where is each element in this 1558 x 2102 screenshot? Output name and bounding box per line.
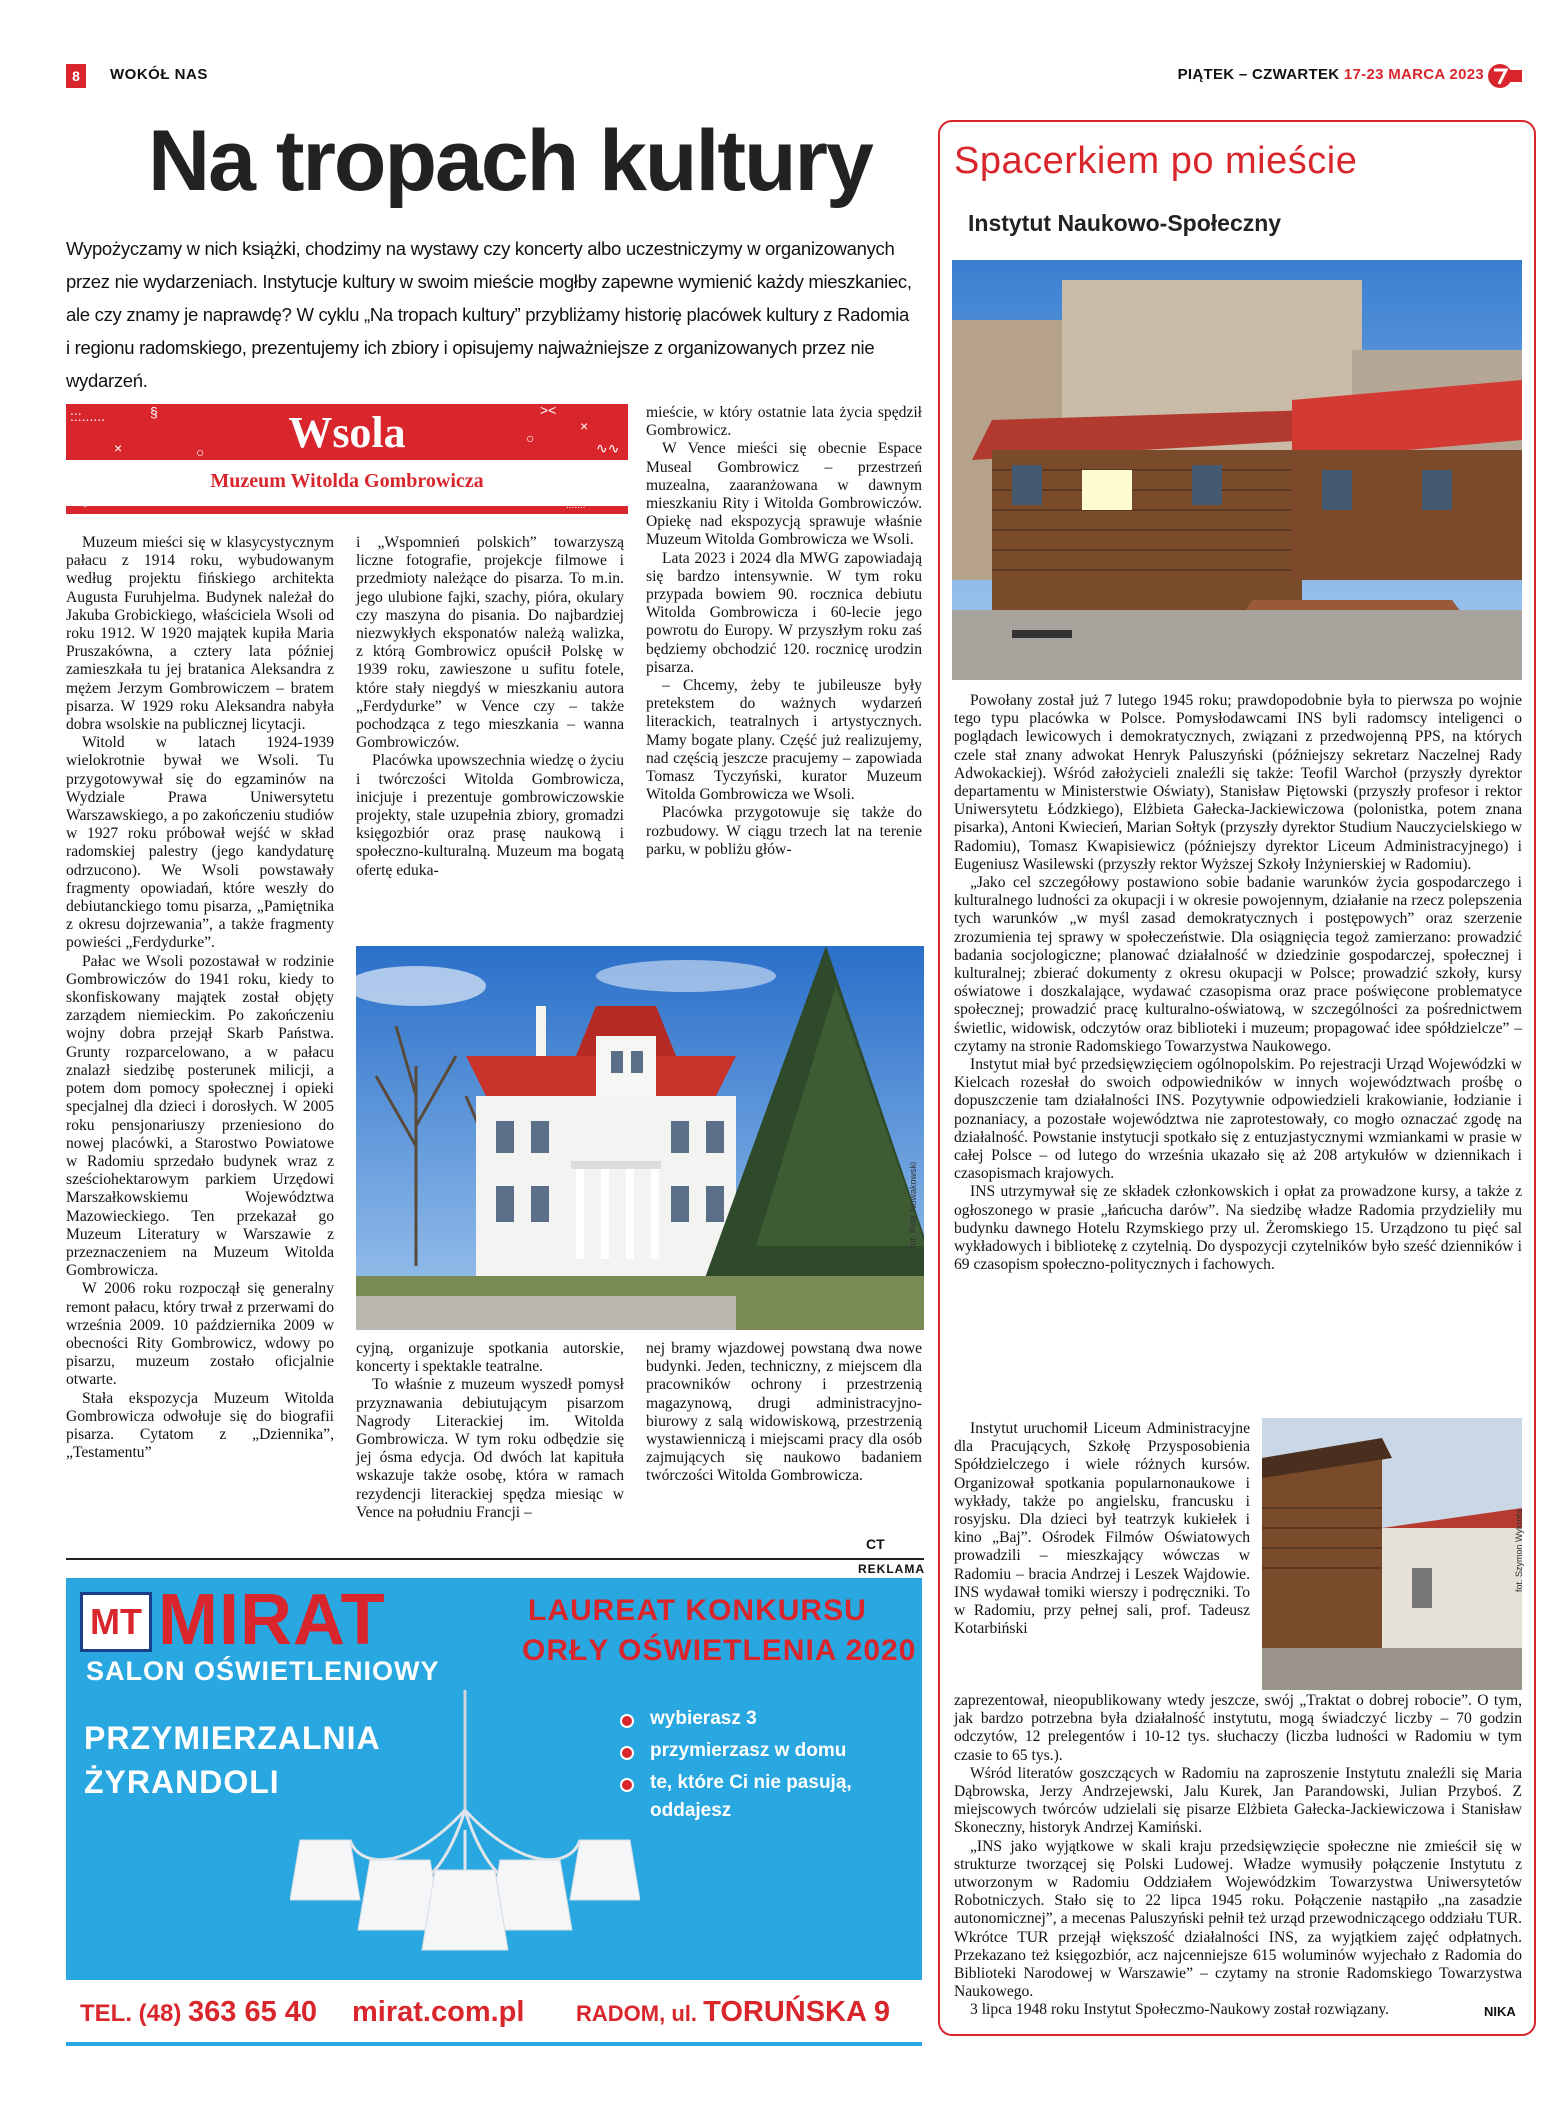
banner-decoration: § <box>150 404 158 420</box>
paragraph: W Vence mieści się obecnie Espace Museal Gombrowicz – przestrzeń muzealna, zaaranżowana w dawnym mieszkaniu Rity i Witolda Gombrowiczów. Opiekę nad ekspozycją sprawuje właśnie Muzeum Witolda Gombrowicza we Wsoli. <box>646 440 922 549</box>
institute-building-photo <box>952 260 1522 680</box>
photo-credit: fot. Szymon Wykrota <box>1514 1509 1524 1592</box>
ad-label: REKLAMA <box>858 1562 925 1576</box>
page-number: 8 <box>66 64 86 88</box>
mirat-logo-letters: MT <box>90 1601 142 1642</box>
banner-subtitle: Muzeum Witolda Gombrowicza <box>210 470 484 492</box>
ad-award-line-2: ORŁY OŚWIETLENIA 2020 <box>522 1634 917 1667</box>
ad-headline-1: PRZYMIERZALNIA <box>84 1720 381 1756</box>
ad-bullet: wybierasz 3 <box>650 1708 757 1729</box>
paragraph: Placówka upowszechnia wiedzę o życiu i twórczości Witolda Gombrowicza, inicjuje i prezentuje gombrowiczowskie projekty, stale uzupełnia zbiory, gromadzi księgozbiór oraz prasę naukową i społeczno-kulturalną. Muzeum ma bogatą ofertę eduka- <box>356 752 624 879</box>
paragraph: – Chcemy, żeby te jubileusze były pretekstem do ważnych wydarzeń literackich, teatralnych i artystycznych. Mamy bogate plany. Część już realizujemy, nad częścią jeszcze pracujemy – zapowiada Tomasz Tyczyński, kurator Muzeum Witolda Gombrowicza we Wsoli. <box>646 677 922 804</box>
paragraph: zaprezentował, nieopublikowany wtedy jeszcze, swój „Traktat o dobrej robocie”. O tym, jak bardzo potrzebna była działalność instytutu, mogą świadczyć liczby – 70 godzin odczytów, 12 prelegentów i 10-12 tys. słuchaczy (liczba ludności w Radomiu w tym czasie to 65 tys.). <box>954 1692 1522 1764</box>
paragraph: mieście, w który ostatnie lata życia spędził Gombrowicz. <box>646 404 922 440</box>
sidebar-title: Spacerkiem po mieście <box>954 140 1358 182</box>
paragraph: Stała ekspozycja Muzeum Witolda Gombrowicza odwołuje się do biografii pisarza. Cytatom z „Dziennika”, „Testamentu” <box>66 1389 334 1462</box>
sidebar-text-full <box>954 692 1522 1275</box>
paragraph: Pałac we Wsoli pozostawał w rodzinie Gombrowiczów do 1941 roku, kiedy to skonfiskowany majątek został objęty zarządem niemieckim. Po zakończeniu wojny dobra przejął Skarb Państwa. Grunty rozparcelowano, a w pałacu znalazł siedzibę posterunek milicji, a potem dom pomocy społecznej i opieki specjalnej dla dzieci i dorosłych. W 2005 roku pensjonariuszy przeniesiono do nowej placówki, a Starostwo Powiatowe w Radomiu sprzedało budynek wraz z sześciohektarowym parkiem Urzędowi Marszałkowskiemu Województwa Mazowieckiego. Ten przekazał go Muzeum Literatury w Warszawie z przeznaczeniem na Muzeum Witolda Gombrowicza. <box>66 952 334 1280</box>
paragraph: W 2006 roku rozpoczął się generalny remont pałacu, który trwał z przerwami do września 2009. 10 października 2009 w obecności Rity Gombrowicz, wdowy po pisarzu, muzeum zostało oficjalnie otwarte. <box>66 1280 334 1389</box>
ad-brand: MIRAT <box>158 1580 386 1660</box>
ad-website-link[interactable]: mirat.com.pl <box>352 1996 525 2028</box>
issue-date-range: 17-23 MARCA 2023 <box>1343 66 1484 83</box>
sidebar-text-narrow <box>954 1420 1250 1638</box>
paragraph: INS utrzymywał się ze składek członkowskich i opłat za prowadzone kursy, a także z ogłoszonego w prasie „łańcucha darów”. Na siedzibę władze Radomia przydzieliły mu budynku dawnego Hotelu Rzymskiego przy ul. Żeromskiego 15. Urządzono tu pięć sal wykładowych i bibliotekę z czytelnią. Do dyspozycji czytelników było sześć dzienników i 69 czasopism społeczno-politycznych i fachowych. <box>954 1183 1522 1274</box>
column-2-bottom <box>356 1340 624 1522</box>
column-2-top <box>356 534 624 880</box>
paragraph: 3 lipca 1948 roku Instytut Społeczmo-Naukowy został rozwiązany. <box>970 2001 1390 2019</box>
photo-credit: fot. Piotr Nowakowski <box>908 1161 918 1248</box>
sidebar-subtitle: Instytut Naukowo-Społeczny <box>968 210 1282 236</box>
paragraph: i „Wspomnień polskich” towarzyszą liczne fotografie, projekcje filmowe i przedmioty należące do pisarza. To m.in. jego ulubione fajki, szachy, pióra, okulary czy maszyna do pisania. Do najbardziej niezwykłych eksponatów należą walizka, z którą Gombrowicz opuścił Polskę w 1939 roku, zawieszone u sufitu fotele, które stały niegdyś w mieszkaniu autora „Ferdydurke” w Vence czy – także pochodząca z tego mieszkania – wanna Gombrowiczów. <box>356 534 624 752</box>
ad-bullet: przymierzasz w domu <box>650 1740 847 1761</box>
banner-title: Wsola <box>288 408 406 457</box>
paragraph: cyjną, organizuje spotkania autorskie, koncerty i spektakle teatralne. <box>356 1340 624 1376</box>
banner-decoration: × <box>580 418 589 434</box>
banner-underline <box>66 506 628 514</box>
sidebar-signature: NIKA <box>1484 2004 1516 2019</box>
issue-days: PIĄTEK – CZWARTEK <box>1177 66 1340 83</box>
ad-phone-prefix: TEL. (48) <box>80 2000 182 2027</box>
column-1 <box>66 534 334 1462</box>
ad-award-line-1: LAUREAT KONKURSU <box>528 1594 867 1627</box>
mirat-logo <box>80 1592 152 1652</box>
paragraph: Placówka przygotowuje się także do rozbudowy. W ciągu trzech lat na terenie parku, w pobliżu głów- <box>646 804 922 858</box>
ad-phone <box>80 1996 317 2029</box>
paragraph: „INS jako wyjątkowe w skali kraju przedsięwzięcie społeczne nie zmieścił się w strukturze tworzącej się Polski Ludowej. Władze wymusiły połączenie Instytutu z utworzonym w Radomiu Oddziałem Wojewódzkim Towarzystwa Uniwersytetów Robotniczych. Stało się to 22 lipca 1945 roku. Połączenie nastąpiło „na zasadzie autonomicznej”, a mecenas Paluszyński pełnił też urząd przewodniczącego oddziału TUR. Wkrótce TUR przejął większość działalności INS, za wyjątkiem zajęć odpłatnych. Przekazano też księgozbiór, acz najcenniejsze 615 woluminów wyjechało z Radomia do Biblioteki Narodowej w Warszawie” – czytamy na stronie Radomskiego Towarzystwa Naukowego. <box>954 1837 1522 2001</box>
ad-headline-2: ŻYRANDOLI <box>84 1764 280 1800</box>
ad-bullet: oddajesz <box>650 1800 732 1821</box>
ad-tagline: SALON OŚWIETLENIOWY <box>86 1656 440 1686</box>
banner-decoration: >< <box>540 402 557 418</box>
issue-date <box>1178 66 1484 83</box>
ad-phone-number: 363 65 40 <box>188 1996 318 2028</box>
paragraph: Lata 2023 i 2024 dla MWG zapowiadają się bardzo intensywnie. W tym roku przypada bowiem 90. rocznica debiutu Witolda Gombrowicza i 60-lecie jego powrotu do Europy. W przyszłym roku zaś będziemy obchodzić 120. rocznicę urodzin pisarza. <box>646 549 922 676</box>
sidebar-text-end <box>954 1692 1522 2020</box>
column-3-top <box>646 404 922 859</box>
ad-divider <box>66 1558 924 1560</box>
banner-decoration: ○ <box>526 430 535 446</box>
article-lead: Wypożyczamy w nich książki, chodzimy na wystawy czy koncerty albo uczestniczymy w organizowanych przez nie wydarzeniach. Instytucje kultury w swoim mieście mogłby zapewne wymienić każdy mieszkaniec, ale czy znamy je naprawdę? W cyklu „Na tropach kultury” przybliżamy historię placówek kultury z Radomia i regionu radomskiego, prezentujemy ich zbiory i opisujemy najważniejsze z organizowanych przez nie wydarzeń. <box>66 238 912 391</box>
banner-decoration: :::...... <box>70 408 106 424</box>
section-name: WOKÓŁ NAS <box>110 66 208 83</box>
banner-decoration: ○ <box>196 444 205 460</box>
banner-decoration: ○ <box>82 500 89 511</box>
ad-address-street: TORUŃSKA 9 <box>703 1996 891 2028</box>
banner-decoration: ....... <box>566 500 586 511</box>
banner-decoration: × <box>114 440 123 456</box>
paragraph: Muzeum mieści się w klasycystycznym pałacu z 1914 roku, wybudowanym według projektu fińskiego architekta Augusta Furuhjelma. Budynek należał do Jakuba Grobickiego, właściciela Wsoli od roku 1912. W 1920 majątek kupiła Maria Pruszakówna, a cztery lata później zamieszkała tu jej bratanica Aleksandra z mężem Jerzym Gombrowiczem – bratem pisarza. W 1929 roku Aleksandra nabyła dobra wsolskie na publicznej licytacji. <box>66 534 334 734</box>
paragraph: Instytut uruchomił Liceum Administracyjne dla Pracujących, Szkołę Przysposobienia Spółdzielczego i wiele różnych kursów. Organizował spotkania popularnonaukowe i wykłady, także po angielsku, francusku i rosyjsku. Dla dzieci był teatrzyk kukiełek i kino „Baj”. Ośrodek Filmów Oświatowych prowadzili – mieszkający wówczas w Radomiu – bracia Andrzej i Leszek Wajdowie. INS wydawał tomiki wierszy i podręczniki. To w Radomiu, przy pełnej sali, prof. Tadeusz Kotarbiński <box>954 1420 1250 1638</box>
ad-address <box>576 1996 890 2029</box>
paragraph: Instytut miał być przedsięwzięciem ogólnopolskim. Po rejestracji Urząd Wojewódzki w Kielcach rozesłał do swoich odpowiedników w innych województwach prośbę o dopuszczenie tam działalności INS. Pozytywnie odpowiedzieli krakowianie, łodzianie i poznaniacy, a pozostałe województwa nie zaprotestowały, co mogło oznaczać zgodę na działalność. Powstanie instytucji spotkało się z entuzjastycznymi wzmiankami w prasie w całej Polsce – od lutego do września ukazało się aż 208 artykułów w dziennikach i czasopismach krajowych. <box>954 1056 1522 1183</box>
paragraph: „Jako cel szczegółowy postawiono sobie badanie warunków życia gospodarczego i kulturalnego ludności za okupacji i w okresie powojennym, działanie na rzecz polepszenia tych warunków „w myśl zasad demokratycznych i postępowych” oraz szerzenie zrozumienia tej sprawy w społeczeństwie. Dla osiągnięcia tegoż zamierzano: prowadzić badania socjologiczne; planować działalność w dziedzinie gospodarczej, społecznej i kulturalnej; zbierać dokumenty z okresu okupacji w Polsce; prowadzić szkoły, kursy oświatowe i doszkalające, wydawać czasopisma oraz prace poświęcone problematyce społecznej; prowadzić pracę kulturalno-oświatową, w szczególności za pośrednictwem świetlic, widowisk, odczytów oraz biblioteki i muzeum; propagować idee spółdzielcze” – czytamy na stronie Radomskiego Towarzystwa Naukowego. <box>954 874 1522 1055</box>
page-title: Na tropach kultury <box>148 113 872 209</box>
paragraph: Powołany został już 7 lutego 1945 roku; prawdopodobnie była to pierwsza po wojnie tego typu placówka w Polsce. Pomysłodawcami INS byli radomscy inteligenci o poglądach lewicowych i demokratycznych, związani z przedwojenną PPS, na których czele stał znany adwokat Henryk Paluszyński (późniejszy sekretarz Naczelnej Rady Adwokackiej). Wśród założycieli znaleźli się także: Teofil Warchoł (przyszły dyrektor departamentu w Ministerstwie Oświaty), Stanisław Piętowski (przyszły profesor i rektor Uniwersytetu Łódzkiego), Elżbieta Gałecka-Jackiewiczowa (polonistka, potem znana pisarka), Antoni Kwiecień, Marian Sołtyk (przyszły dyrektor Studium Nauczycielskiego w Radomiu), Tomasz Kwapisiewicz (późniejszy dyrektor Liceum Administracyjnego) i Eugeniusz Wasilewski (przyszły rektor Wyższej Szkoły Inżynierskiej w Radomiu). <box>954 692 1522 873</box>
paragraph: To właśnie z muzeum wyszedł pomysł przyznawania debiutującym pisarzom Nagrody Literackiej im. Witolda Gombrowicza. W tym roku odbędzie się jej ósma edycja. Od dwóch lat kapituła wskazuje także osobę, która w ramach rezydencji literackiej spędza miesiąc w Vence na południu Francji – <box>356 1376 624 1521</box>
chandelier-icon <box>290 1690 640 1976</box>
author-signature: CT <box>866 1536 885 1552</box>
banner-decoration: ∿∿ <box>596 440 620 456</box>
institute-side-photo <box>1262 1418 1522 1690</box>
newspaper-logo-icon <box>1488 62 1522 90</box>
column-3-bottom <box>646 1340 922 1486</box>
ad-bullet: te, które Ci nie pasują, <box>650 1772 852 1793</box>
paragraph: Witold w latach 1924-1939 wielokrotnie bywał we Wsoli. Tu przygotowywał się do egzaminów na Wydziale Prawa Uniwersytetu Warszawskiego, a po zakończeniu studiów w 1927 roku próbował wejść w skład radomskiej palestry (jego kandydaturę odrzucono). We Wsoli powstawały fragmenty opowiadań, które weszły do debiutanckiego tomu pisarza, „Pamiętnika z okresu dojrzewania”, a także fragmenty powieści „Ferdydurke”. <box>66 734 334 952</box>
museum-palace-photo <box>356 946 924 1330</box>
paragraph: nej bramy wjazdowej powstaną dwa nowe budynki. Jeden, techniczny, z miejscem dla pracowników ochrony i przestrzenią magazynową, drugi administracyjno-biurowy z salą widowiskową, przestrzenią wystawienniczą i miejscami pracy dla osób zajmujących się naukowo badaniem twórczości Witolda Gombrowicza. <box>646 1340 922 1485</box>
ad-address-prefix: RADOM, ul. <box>576 2001 697 2026</box>
paragraph: Wśród literatów goszczących w Radomiu na zaproszenie Instytutu znaleźli się Maria Dąbrowska, Jerzy Andrzejewski, Jalu Kurek, Jan Parandowski, Julian Przyboś. Z miejscowych twórców udzielali się pisarze Elżbieta Gałecka-Jackiewiczowa i Stanisław Skoneczny, historyk Andrzej Kamiński. <box>954 1764 1522 1837</box>
